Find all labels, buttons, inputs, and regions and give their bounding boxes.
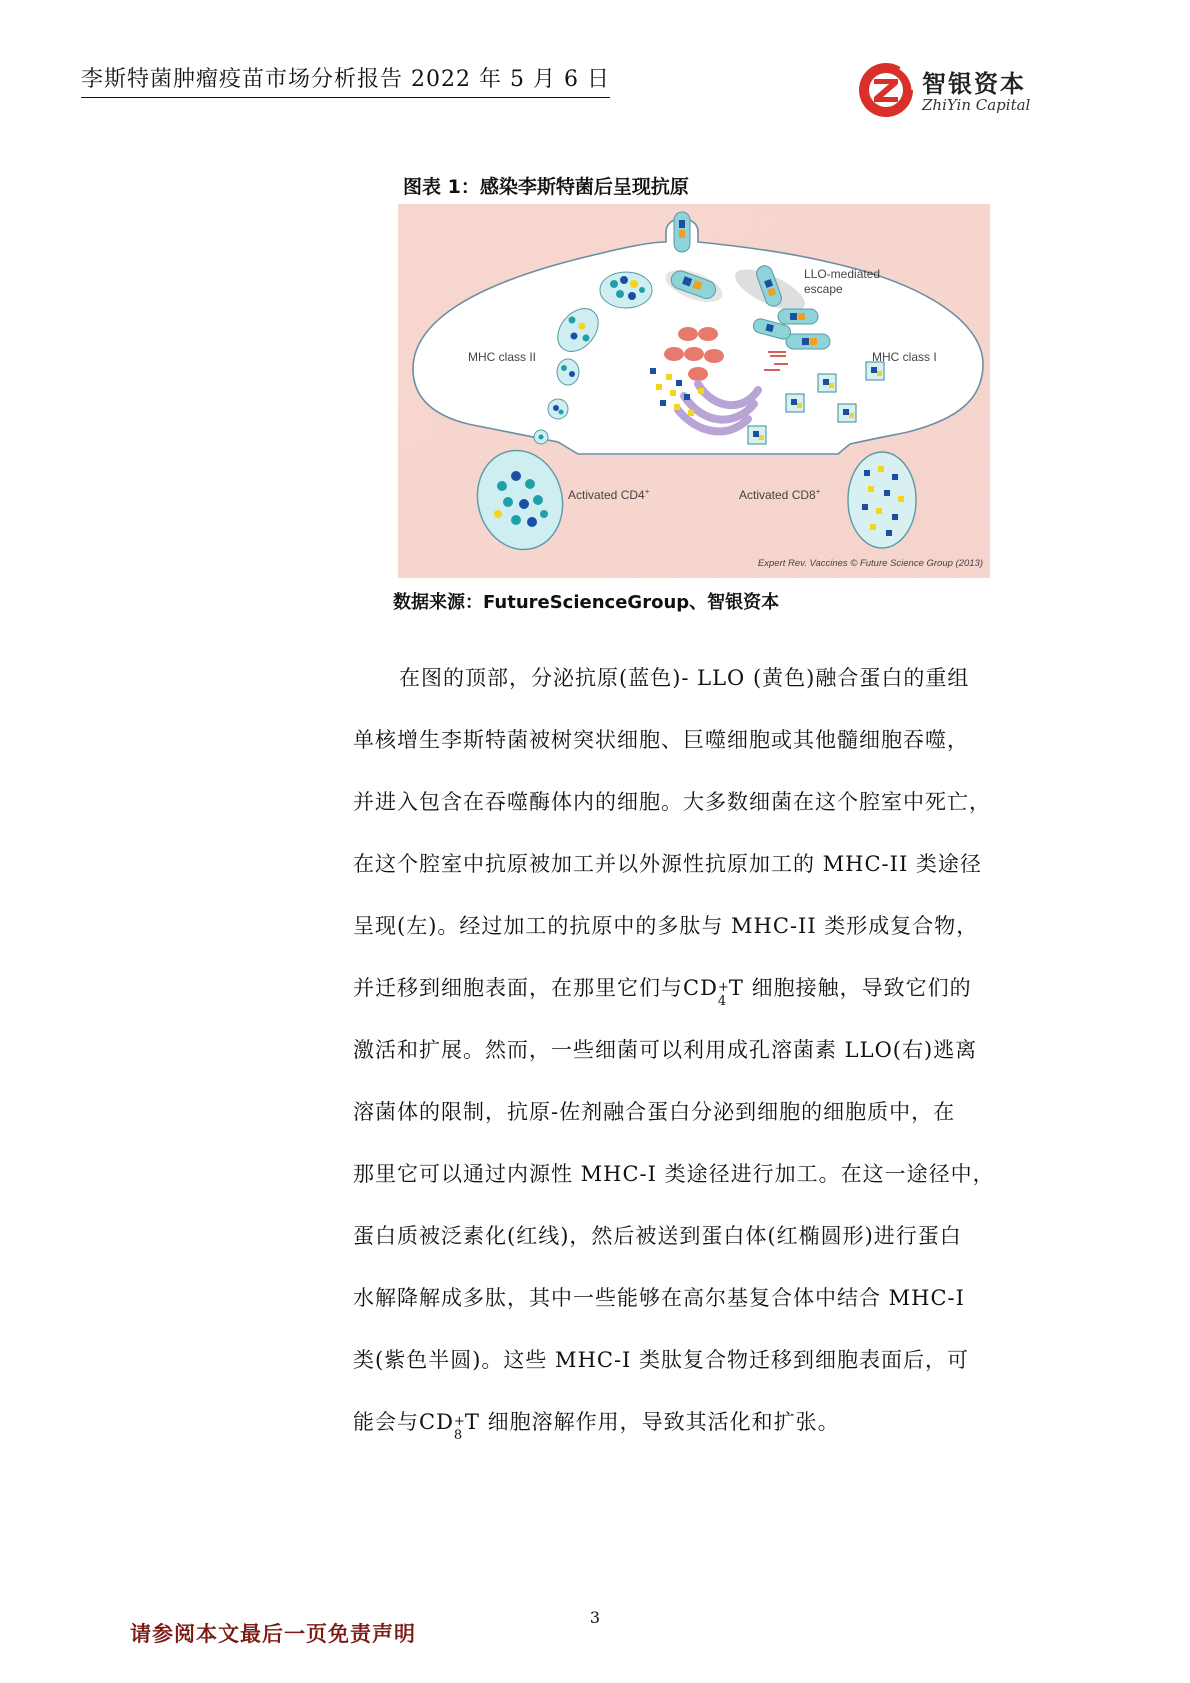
figure-caption: 图表 1：感染李斯特菌后呈现抗原 <box>403 176 689 198</box>
paragraph-line: 在图的顶部，分泌抗原(蓝色)- LLO (黄色)融合蛋白的重组 <box>399 666 970 690</box>
page-number: 3 <box>589 1608 601 1627</box>
cd4-tail: T 细胞接触，导致它们的 <box>728 976 972 1000</box>
brand-name-cn: 智银资本 <box>922 70 1026 98</box>
zhiyin-logo-icon <box>856 60 916 120</box>
body-paragraph <box>353 663 1033 1469</box>
llo-escape-label-2: escape <box>804 282 843 296</box>
paragraph-line: 蛋白质被泛素化(红线)，然后被送到蛋白体(红椭圆形)进行蛋白 <box>353 1224 962 1248</box>
cd8-t-cell <box>848 452 916 548</box>
brand-logo <box>856 58 1056 124</box>
paragraph-line: 单核增生李斯特菌被树突状细胞、巨噬细胞或其他髓细胞吞噬， <box>353 728 969 752</box>
paragraph-line: 在这个腔室中抗原被加工并以外源性抗原加工的 MHC-II 类途径 <box>353 852 982 876</box>
paragraph-line: 那里它可以通过内源性 MHC-I 类途径进行加工。在这一途径中， <box>353 1162 995 1186</box>
cd4-text: 并迁移到细胞表面，在那里它们与CD <box>353 976 718 1000</box>
figure-source: 数据来源：FutureScienceGroup、智银资本 <box>393 592 780 613</box>
bacterium-entering <box>674 212 690 252</box>
mhc-class-i-label: MHC class I <box>872 350 937 364</box>
llo-escape-label-1: LLO-mediated <box>804 267 881 281</box>
activated-cd8-label: Activated CD8+ <box>739 487 821 502</box>
paragraph-line: 并进入包含在吞噬酶体内的细胞。大多数细菌在这个腔室中死亡， <box>353 790 991 814</box>
report-title: 李斯特菌肿瘤疫苗市场分析报告 2022 年 5 月 6 日 <box>81 62 610 98</box>
activated-cd4-label: Activated CD4+ <box>568 487 650 502</box>
cd8-tail: T 细胞溶解作用，导致其活化和扩张。 <box>464 1410 840 1434</box>
paragraph-line: 类(紫色半圆)。这些 MHC-I 类肽复合物迁移到细胞表面后，可 <box>353 1348 970 1372</box>
cd8-text: 能会与CD <box>353 1410 454 1434</box>
paragraph-line: 水解降解成多肽，其中一些能够在高尔基复合体中结合 MHC-I <box>353 1286 965 1310</box>
brand-name-en: ZhiYin Capital <box>922 96 1031 114</box>
paragraph-line: 呈现(左)。经过加工的抗原中的多肽与 MHC-II 类形成复合物， <box>353 914 979 938</box>
figure-credit: Expert Rev. Vaccines © Future Science Group (2013) <box>757 558 983 569</box>
paragraph-line-cd4: 并迁移到细胞表面，在那里它们与CD + 4 T 细胞接触，导致它们的 <box>353 976 972 1009</box>
antigen-presentation-figure <box>398 204 990 578</box>
paragraph-line-cd8: 能会与CD + 8 T 细胞溶解作用，导致其活化和扩张。 <box>353 1410 840 1443</box>
paragraph-line: 溶菌体的限制，抗原-佐剂融合蛋白分泌到细胞的细胞质中，在 <box>353 1100 956 1124</box>
paragraph-line: 激活和扩展。然而，一些细菌可以利用成孔溶菌素 LLO(右)逃离 <box>353 1038 978 1062</box>
disclaimer-link[interactable]: 请参阅本文最后一页免责声明 <box>130 1622 416 1646</box>
mhc-class-ii-label: MHC class II <box>468 350 537 364</box>
cell-diagram <box>398 204 990 578</box>
